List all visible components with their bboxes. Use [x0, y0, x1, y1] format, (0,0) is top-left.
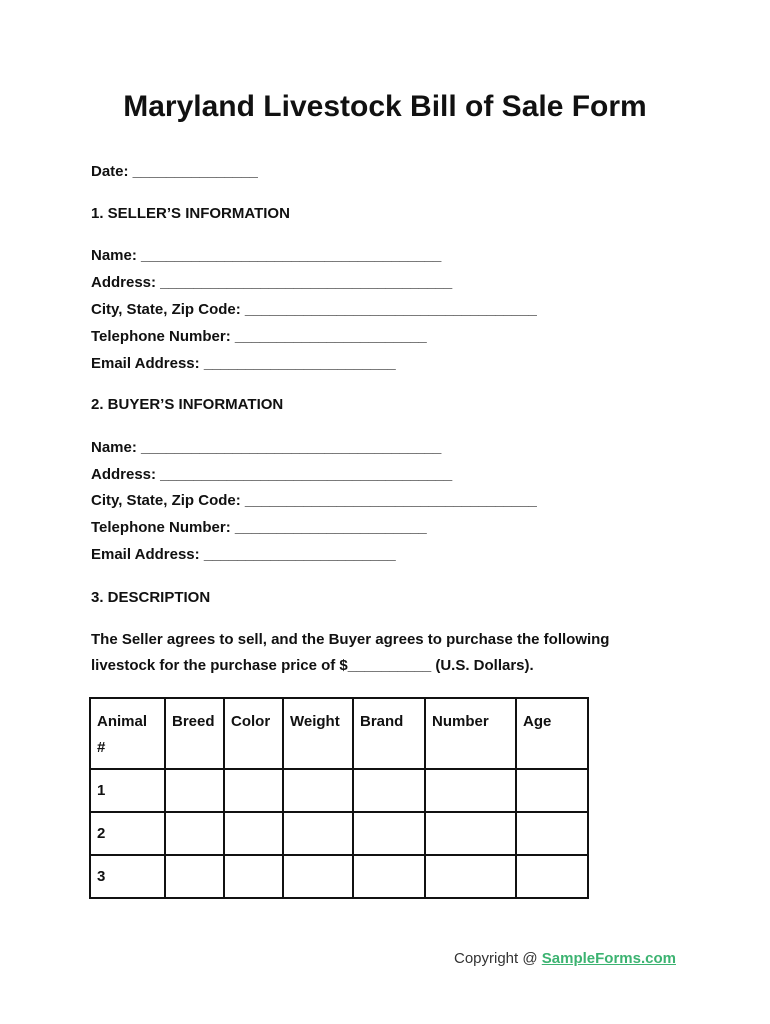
seller-section-heading: 1. SELLER’S INFORMATION: [91, 205, 290, 222]
table-header-row: [90, 698, 588, 769]
seller-city-state-zip-field[interactable]: City, State, Zip Code: ___________________________________: [91, 301, 537, 318]
table-cell[interactable]: [165, 769, 224, 812]
table-cell[interactable]: [283, 769, 353, 812]
column-header: Animal #: [90, 698, 165, 769]
column-header: Brand: [353, 698, 425, 769]
buyer-city-state-zip-field[interactable]: City, State, Zip Code: ___________________________________: [91, 492, 537, 509]
column-header: Weight: [283, 698, 353, 769]
buyer-email-field[interactable]: Email Address: _______________________: [91, 546, 396, 563]
column-header: Number: [425, 698, 516, 769]
table-cell: 1: [90, 769, 165, 812]
table-cell[interactable]: [283, 855, 353, 898]
copyright-text: Copyright @: [454, 950, 542, 967]
table-cell[interactable]: [224, 855, 283, 898]
description-text-line-2[interactable]: livestock for the purchase price of $__________ (U.S. Dollars).: [91, 657, 534, 674]
table-cell[interactable]: [165, 812, 224, 855]
table-cell[interactable]: [353, 769, 425, 812]
table-cell[interactable]: [224, 812, 283, 855]
buyer-name-field[interactable]: Name: ____________________________________: [91, 439, 442, 456]
table-cell: 2: [90, 812, 165, 855]
column-header: Color: [224, 698, 283, 769]
seller-email-field[interactable]: Email Address: _______________________: [91, 355, 396, 372]
buyer-telephone-field[interactable]: Telephone Number: _______________________: [91, 519, 427, 536]
table-cell[interactable]: [425, 855, 516, 898]
table-cell: 3: [90, 855, 165, 898]
description-text-line-1: The Seller agrees to sell, and the Buyer agrees to purchase the following: [91, 631, 610, 648]
seller-name-field[interactable]: Name: ____________________________________: [91, 247, 442, 264]
table-cell[interactable]: [353, 812, 425, 855]
copyright-footer: [454, 950, 676, 967]
seller-address-field[interactable]: Address: ___________________________________: [91, 274, 453, 291]
table-cell[interactable]: [353, 855, 425, 898]
buyer-section-heading: 2. BUYER’S INFORMATION: [91, 396, 284, 413]
table-cell[interactable]: [425, 812, 516, 855]
column-header: Age: [516, 698, 588, 769]
description-section-heading: 3. DESCRIPTION: [91, 589, 211, 606]
table-cell[interactable]: [224, 769, 283, 812]
table-row: [90, 769, 588, 812]
table-row: [90, 855, 588, 898]
table-cell[interactable]: [425, 769, 516, 812]
table-cell[interactable]: [165, 855, 224, 898]
table-cell[interactable]: [516, 769, 588, 812]
date-field[interactable]: Date: _______________: [91, 163, 258, 180]
sampleforms-link[interactable]: SampleForms.com: [541, 950, 676, 967]
table-cell[interactable]: [516, 855, 588, 898]
table-cell[interactable]: [283, 812, 353, 855]
table-cell[interactable]: [516, 812, 588, 855]
livestock-table: [89, 697, 589, 899]
buyer-address-field[interactable]: Address: ___________________________________: [91, 466, 453, 483]
form-title: Maryland Livestock Bill of Sale Form: [123, 90, 647, 123]
seller-telephone-field[interactable]: Telephone Number: _______________________: [91, 328, 427, 345]
column-header: Breed: [165, 698, 224, 769]
table-row: [90, 812, 588, 855]
